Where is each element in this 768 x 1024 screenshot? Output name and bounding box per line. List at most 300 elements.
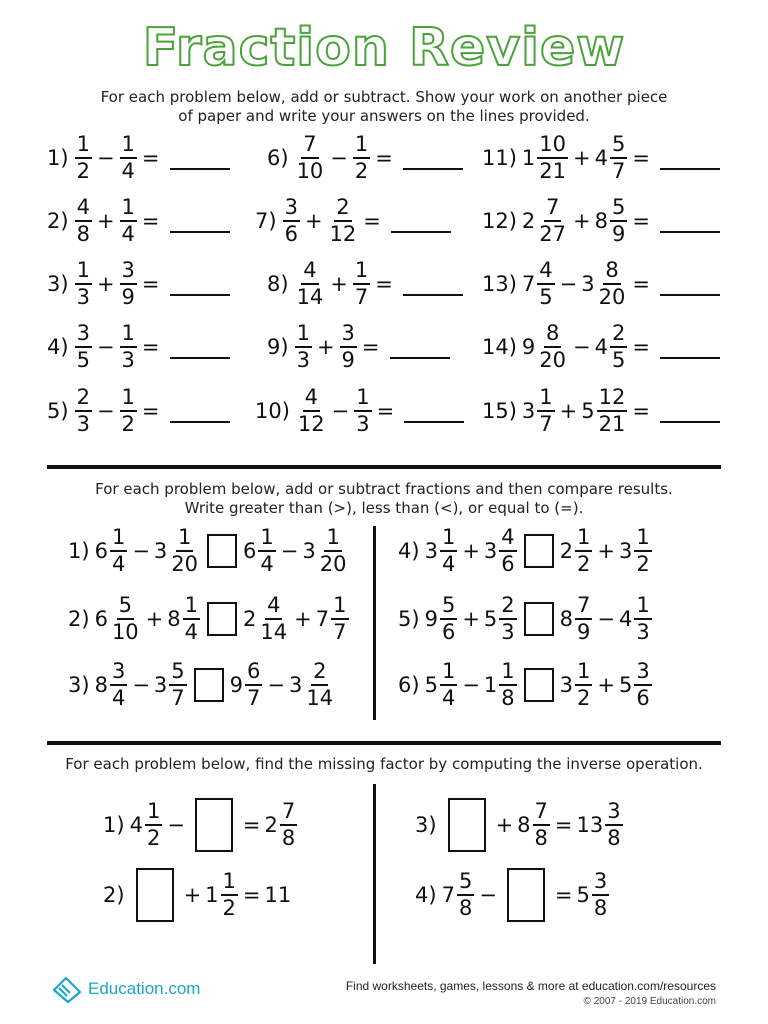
denominator: 6 [636,686,650,710]
problem-number: 2) [47,209,69,233]
whole-number: 9 [424,607,438,631]
equals-sign: = [361,335,380,359]
equals-sign: = [632,335,650,359]
fraction [318,527,349,575]
problem [47,323,230,371]
numerator: 1 [75,260,92,285]
denominator: 21 [598,412,626,436]
numerator: 1 [634,527,651,552]
operator: + [294,607,312,631]
fraction [610,197,627,245]
whole-number: 4 [594,335,609,359]
answer-line[interactable] [403,272,463,296]
whole-number: 3 [483,539,498,563]
denominator: 12 [297,412,325,436]
numerator: 5 [457,871,474,896]
operator: + [96,209,115,233]
whole-number: 7 [441,883,455,907]
numerator: 1 [110,527,127,552]
operator: − [280,539,299,563]
whole-number: 13 [576,813,604,837]
whole-number: 3 [521,399,536,423]
answer-line[interactable] [170,209,230,233]
whole-number: 3 [619,539,633,563]
numerator: 7 [544,197,561,222]
fraction [537,197,568,245]
problem [482,197,720,245]
fraction [592,871,609,919]
numerator: 1 [634,595,651,620]
numerator: 2 [610,323,627,348]
whole-number: 3 [581,272,595,296]
fraction [110,661,127,709]
operator: + [304,209,323,233]
whole-number: 2 [264,813,278,837]
whole-number: 5 [483,607,498,631]
numerator: 4 [265,595,282,620]
missing-factor-box[interactable] [448,798,486,852]
fraction [75,134,92,182]
denominator: 6 [441,620,456,644]
numerator: 4 [301,260,318,285]
education-logo[interactable] [50,974,200,1004]
numerator: 1 [324,527,341,552]
problem-number: 4) [415,883,437,907]
denominator: 3 [296,348,310,372]
equals-sign: = [141,399,160,423]
denominator: 20 [319,552,347,576]
whole-number: 2 [559,539,574,563]
problem [482,260,720,308]
problem [47,387,230,435]
whole-number: 4 [129,813,143,837]
denominator: 5 [76,348,90,372]
denominator: 3 [356,412,370,436]
numerator: 1 [440,661,457,686]
problem [103,798,298,852]
fraction [537,134,568,182]
answer-line[interactable] [660,209,720,233]
numerator: 2 [75,387,92,412]
answer-line[interactable] [660,146,720,170]
numerator: 3 [120,260,137,285]
equals-sign: = [375,272,393,296]
whole-number: 3 [424,539,438,563]
equals-sign: = [632,146,650,170]
fraction [120,387,137,435]
denominator: 2 [636,552,650,576]
numerator: 1 [353,134,370,159]
whole-number: 3 [289,673,303,697]
whole-number: 5 [576,883,590,907]
problem-number: 12) [482,209,517,233]
operator: − [96,146,115,170]
answer-line[interactable] [660,272,720,296]
whole-number: 5 [424,673,438,697]
section1-instruction-line1: For each problem below, add or subtract. Show your work on another piece [100,88,668,106]
fraction [597,260,628,308]
footer-copyright: © 2007 - 2019 Education.com [583,996,716,1007]
denominator: 2 [121,412,135,436]
denominator: 4 [111,552,126,576]
answer-line[interactable] [390,335,450,359]
denominator: 2 [577,686,591,710]
equals-sign: = [141,335,160,359]
denominator: 4 [184,620,199,644]
denominator: 7 [171,686,185,710]
answer-line[interactable] [170,335,230,359]
problem [47,197,230,245]
denominator: 14 [306,686,334,710]
denominator: 9 [612,222,626,246]
fraction [221,871,238,919]
fraction [634,661,651,709]
fraction [280,801,297,849]
problem [267,134,463,182]
numerator: 10 [537,134,568,159]
denominator: 5 [612,348,626,372]
denominator: 2 [222,896,236,920]
numerator: 7 [280,801,297,826]
column-divider [373,526,376,720]
equals-sign: = [376,399,395,423]
compare-box[interactable] [524,534,554,568]
denominator: 9 [341,348,355,372]
answer-line[interactable] [660,399,720,423]
problem [267,323,450,371]
problem-number: 15) [482,399,517,423]
operator: − [559,272,578,296]
whole-number: 1 [521,146,536,170]
page-title: Fraction Review [142,18,626,78]
denominator: 7 [247,686,261,710]
numerator: 1 [120,387,137,412]
operator: − [573,335,591,359]
denominator: 4 [121,159,135,183]
fraction [110,527,127,575]
problem-number: 3) [68,673,90,697]
numerator: 2 [311,661,328,686]
problem [398,595,653,643]
problem-number: 6) [398,673,420,697]
numerator: 2 [499,595,516,620]
denominator: 7 [612,159,626,183]
fraction [354,387,371,435]
whole-number: 6 [94,539,108,563]
problem-number: 7) [255,209,277,233]
problem-number: 2) [68,607,90,631]
fraction [537,323,568,371]
operator: + [597,673,616,697]
numerator: 1 [331,595,348,620]
problem [415,868,610,922]
answer-line[interactable] [404,399,464,423]
numerator: 12 [597,387,628,412]
denominator: 4 [260,552,274,576]
denominator: 2 [146,826,161,850]
equals-sign: = [632,209,650,233]
equals-sign: = [141,209,160,233]
fraction [610,134,627,182]
numerator: 1 [75,134,92,159]
whole-number: 4 [619,607,633,631]
fraction [183,595,200,643]
whole-number: 8 [94,673,108,697]
operator: + [559,399,578,423]
whole-number: 11 [264,883,292,907]
fraction [295,323,312,371]
operator: − [167,813,185,837]
denominator: 8 [76,222,90,246]
numerator: 1 [354,387,371,412]
fraction [597,387,628,435]
fraction [169,527,200,575]
fraction [169,661,186,709]
fraction [575,595,592,643]
fraction [75,197,92,245]
whole-number: 8 [517,813,531,837]
numerator: 8 [544,323,561,348]
operator: + [573,146,591,170]
numerator: 1 [120,323,137,348]
problem [267,260,463,308]
numerator: 3 [340,323,357,348]
answer-line[interactable] [170,272,230,296]
section2-instructions [40,480,728,518]
denominator: 8 [593,896,608,920]
denominator: 2 [354,159,369,183]
column-divider [373,784,376,964]
numerator: 1 [295,323,312,348]
operator: + [316,335,335,359]
denominator: 6 [284,222,298,246]
operator: − [132,539,150,563]
denominator: 6 [501,552,515,576]
operator: − [331,399,350,423]
equals-sign: = [363,209,381,233]
denominator: 21 [539,159,567,183]
operator: − [132,673,150,697]
answer-line[interactable] [660,335,720,359]
denominator: 14 [260,620,288,644]
problem-number: 3) [415,813,437,837]
numerator: 1 [353,260,370,285]
answer-line[interactable] [170,399,230,423]
fraction [533,801,550,849]
fraction [295,260,326,308]
denominator: 4 [441,552,456,576]
denominator: 8 [281,826,296,850]
fraction [605,801,622,849]
operator: = [242,883,261,907]
problem [482,387,720,435]
fraction [340,323,357,371]
operator: = [554,883,573,907]
denominator: 3 [501,620,515,644]
numerator: 5 [169,661,186,686]
numerator: 3 [634,661,651,686]
fraction [610,323,627,371]
fraction [537,260,554,308]
missing-factor-box[interactable] [195,798,233,852]
whole-number: 8 [167,607,181,631]
numerator: 1 [221,871,238,896]
denominator: 8 [607,826,621,850]
whole-number: 8 [594,209,609,233]
denominator: 4 [111,686,126,710]
whole-number: 6 [94,607,108,631]
problem-number: 3) [47,272,69,296]
fraction [120,134,137,182]
fraction [575,527,592,575]
answer-line[interactable] [391,209,451,233]
problem-number: 13) [482,272,517,296]
education-logo-icon [50,974,84,1004]
equals-sign: = [141,146,160,170]
denominator: 5 [539,285,553,309]
denominator: 10 [296,159,324,183]
denominator: 12 [329,222,357,246]
denominator: 3 [121,348,135,372]
numerator: 1 [440,527,457,552]
fraction [331,595,348,643]
fraction [75,260,92,308]
problem-number: 5) [398,607,420,631]
numerator: 1 [120,197,137,222]
section2-instruction-line1: For each problem below, add or subtract fractions and then compare results. [95,480,673,498]
education-logo-text: Education.com [88,979,201,998]
problem-number: 4) [398,539,420,563]
whole-number: 9 [521,335,536,359]
denominator: 14 [296,285,324,309]
numerator: 4 [537,260,554,285]
fraction [634,595,651,643]
fraction [283,197,300,245]
denominator: 9 [577,620,591,644]
numerator: 3 [605,801,622,826]
compare-box[interactable] [524,668,554,702]
fraction [304,661,335,709]
operator: + [183,883,202,907]
numerator: 1 [183,595,200,620]
fraction [499,595,516,643]
denominator: 3 [76,412,90,436]
denominator: 20 [598,285,626,309]
operator: + [330,272,348,296]
section-divider [47,741,721,745]
problem [398,527,653,575]
problem-number: 5) [47,399,69,423]
denominator: 8 [501,686,515,710]
operator: − [479,883,497,907]
fraction [537,387,554,435]
fraction [120,260,137,308]
section1-instructions [60,88,708,126]
whole-number: 3 [153,673,168,697]
denominator: 20 [539,348,567,372]
numerator: 1 [499,661,516,686]
whole-number: 3 [559,673,574,697]
operator: + [573,209,591,233]
denominator: 10 [111,620,139,644]
numerator: 5 [610,197,627,222]
problem [398,661,653,709]
operator: − [96,399,115,423]
operator: − [96,335,115,359]
problem [103,868,292,922]
problem [47,260,230,308]
compare-box[interactable] [194,668,224,702]
denominator: 9 [121,285,135,309]
whole-number: 5 [619,673,633,697]
compare-box[interactable] [207,602,237,636]
numerator: 3 [283,197,300,222]
compare-box[interactable] [524,602,554,636]
operator: + [462,539,480,563]
answer-line[interactable] [170,146,230,170]
whole-number: 6 [243,539,257,563]
whole-number: 3 [302,539,316,563]
whole-number: 1 [483,673,498,697]
operator: − [330,146,348,170]
operator: − [462,673,480,697]
numerator: 1 [575,527,592,552]
numerator: 2 [334,197,351,222]
fraction [120,323,137,371]
fraction [120,197,137,245]
denominator: 3 [76,285,90,309]
whole-number: 1 [205,883,219,907]
problem [68,661,336,709]
fraction [499,661,516,709]
equals-sign: = [375,146,393,170]
fraction [296,387,327,435]
operator: = [242,813,261,837]
numerator: 6 [245,661,262,686]
fraction [258,527,275,575]
operator: + [597,539,616,563]
answer-line[interactable] [403,146,463,170]
missing-factor-box[interactable] [136,868,174,922]
fraction [258,595,289,643]
numerator: 1 [258,527,275,552]
numerator: 1 [120,134,137,159]
equals-sign: = [632,272,650,296]
section2-instruction-line2: Write greater than (>), less than (<), or equal to (=). [184,499,584,517]
numerator: 5 [610,134,627,159]
numerator: 3 [110,661,127,686]
denominator: 2 [76,159,90,183]
numerator: 7 [575,595,592,620]
numerator: 1 [537,387,554,412]
problem-number: 11) [482,146,517,170]
fraction [499,527,516,575]
denominator: 7 [333,620,347,644]
footer-tagline[interactable]: Find worksheets, games, lessons & more at education.com/resources [345,979,716,993]
whole-number: 8 [559,607,574,631]
denominator: 2 [577,552,591,576]
whole-number: 7 [315,607,330,631]
problem-number: 10) [255,399,290,423]
denominator: 27 [539,222,567,246]
denominator: 8 [534,826,548,850]
numerator: 7 [301,134,318,159]
section-divider [47,465,721,469]
compare-box[interactable] [207,534,237,568]
operator: + [462,607,480,631]
missing-factor-box[interactable] [507,868,545,922]
denominator: 4 [121,222,135,246]
